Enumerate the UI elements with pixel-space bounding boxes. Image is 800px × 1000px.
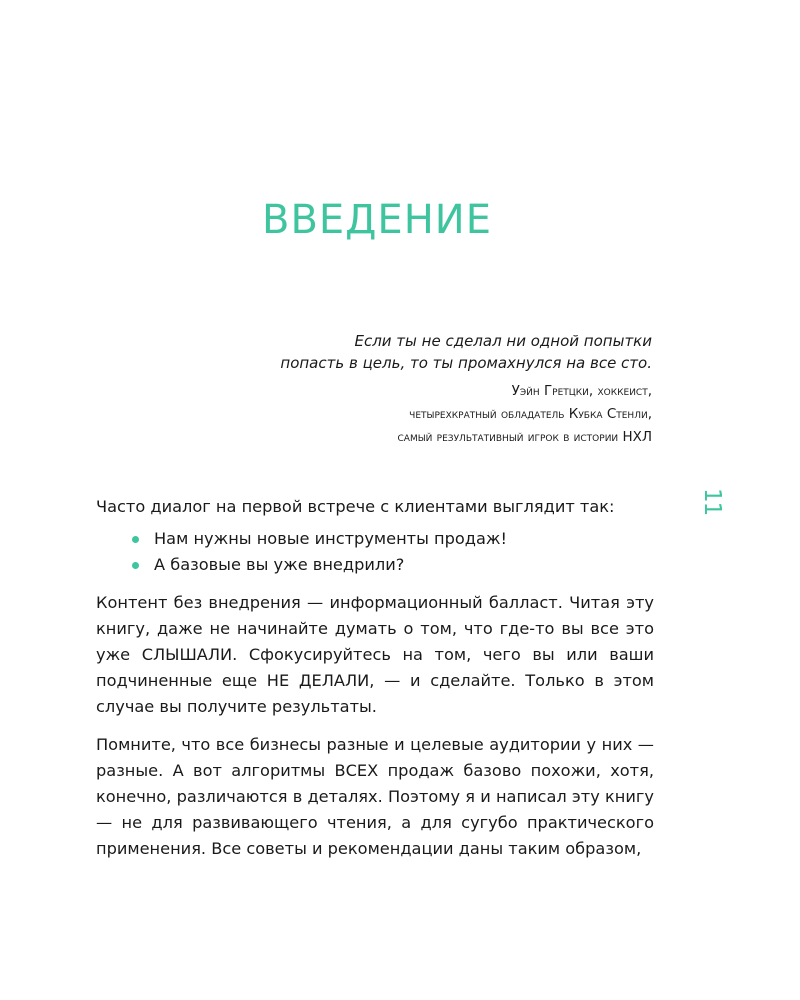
body-paragraph: Помните, что все бизнесы разные и целевые аудитории у них — разные. А вот алгоритмы ВСЕХ продаж базово похожи, хотя, конечно, различаются в деталях. Поэтому я и написал эту книгу — не для развивающего чтения, а для сугубо практического применения. Все советы и рекомендации даны таким образом, (96, 735, 654, 858)
epigraph (212, 330, 652, 449)
intro-paragraph: Часто диалог на первой встрече с клиентами выглядит так: (96, 497, 615, 516)
epigraph-quote-line: Если ты не сделал ни одной попытки (354, 332, 652, 350)
epigraph-attribution-line: самый результативный игрок в истории НХЛ (397, 429, 652, 445)
bullet-dot-icon (132, 536, 139, 543)
page-number: 11 (699, 488, 725, 516)
epigraph-quote (212, 330, 652, 374)
epigraph-quote-line: попасть в цель, то ты промахнулся на все сто. (280, 354, 652, 372)
list-item (132, 552, 654, 578)
chapter-title: ВВЕДЕНИЕ (262, 197, 492, 243)
bullet-list (96, 526, 654, 578)
body-text (96, 494, 654, 874)
list-item-text: А базовые вы уже внедрили? (154, 555, 405, 574)
body-paragraph: Контент без внедрения — информационный балласт. Читая эту книгу, даже не начинайте думать о том, что где-то вы все это уже СЛЫШАЛИ. Сфокусируйтесь на том, чего вы или ваши подчиненные еще НЕ ДЕЛАЛИ, — и сделайте. Только в этом случае вы получите результаты. (96, 593, 654, 716)
epigraph-attribution-line: Уэйн Гретцки, хоккеист, (511, 383, 652, 399)
list-item-text: Нам нужны новые инструменты продаж! (154, 529, 507, 548)
epigraph-attribution-line: четырехкратный обладатель Кубка Стенли, (409, 406, 652, 422)
list-item (132, 526, 654, 552)
epigraph-attribution (212, 380, 652, 449)
bullet-dot-icon (132, 562, 139, 569)
